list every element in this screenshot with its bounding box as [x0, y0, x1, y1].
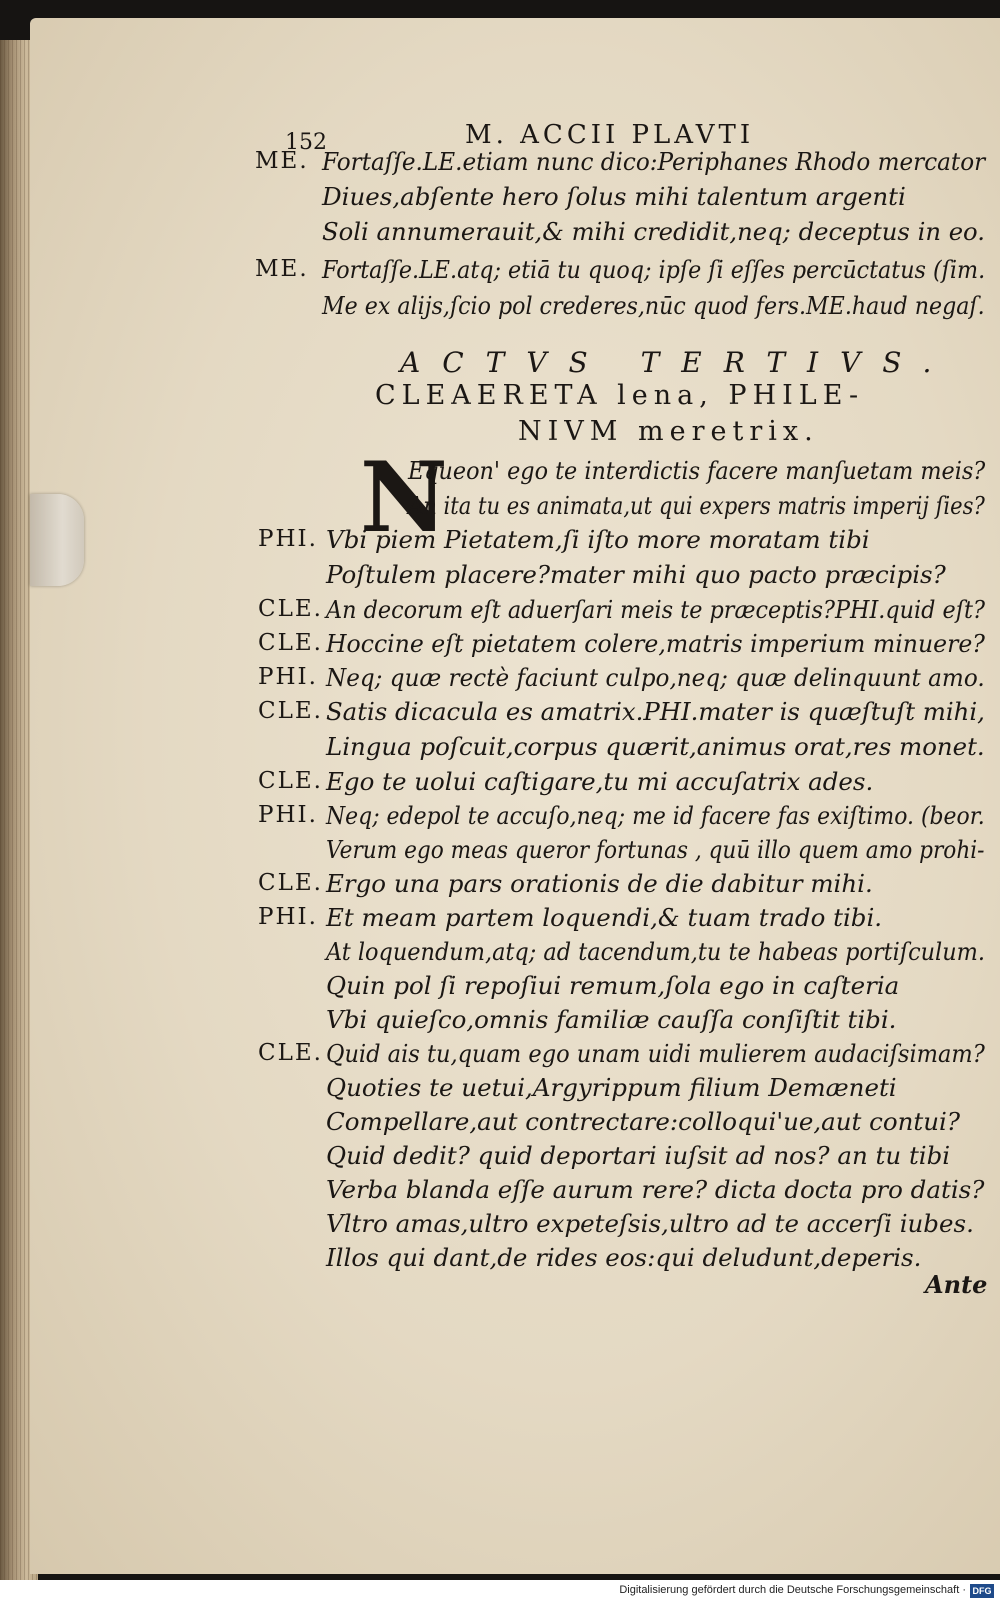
- drop-capital: N: [360, 441, 448, 554]
- verse-line: Vbi quieſco,omnis familiæ cauſſa conſiſtit tibi.: [326, 1005, 897, 1034]
- funding-credit: Digitalisierung gefördert durch die Deutsche Forschungsgemeinschaft ·: [619, 1584, 966, 1596]
- verse-line: Illos qui dant,de rides eos:qui deludunt,deperis.: [326, 1243, 922, 1272]
- page-clip: [30, 494, 84, 586]
- verse-line: Neq; edepol te accuſo,neq; me id facere fas exiſtimo. (beor.: [326, 801, 985, 830]
- page-number: 152: [285, 130, 327, 155]
- verse-line: Et meam partem loquendi,& tuam trado tibi.: [326, 903, 883, 932]
- verse-line: Hoccine eſt pietatem colere,matris imperium minuere?: [326, 629, 985, 658]
- dfg-logo: DFG: [970, 1584, 994, 1598]
- verse-line: Fortaſſe.LE.etiam nunc dico:Periphanes Rhodo mercator: [322, 147, 986, 176]
- speaker-label: PHI.: [258, 802, 318, 828]
- speaker-label: ME.: [255, 256, 309, 282]
- catchword: Ante: [925, 1270, 988, 1299]
- verse-line: Quid dedit? quid deportari iuſsit ad nos? an tu tibi: [326, 1141, 951, 1170]
- speaker-label: CLE.: [258, 1040, 323, 1066]
- speaker-label: CLE.: [258, 630, 323, 656]
- verse-line: Vbi piem Pietatem,ſi iſto more moratam tibi: [326, 525, 870, 554]
- speaker-label: ME.: [255, 148, 309, 174]
- speaker-label: CLE.: [258, 596, 323, 622]
- verse-line: Lingua poſcuit,corpus quærit,animus orat,res monet.: [326, 732, 985, 761]
- running-title: M. ACCII PLAVTI: [465, 120, 755, 150]
- speaker-label: PHI.: [258, 526, 318, 552]
- verse-line: Ego te uolui caſtigare,tu mi accuſatrix ades.: [326, 767, 874, 796]
- speaker-label: PHI.: [258, 904, 318, 930]
- speaker-label: PHI.: [258, 664, 318, 690]
- verse-line: Verba blanda eſſe aurum rere? dicta docta pro datis?: [326, 1175, 985, 1204]
- verse-line: Quin pol ſi repoſiui remum,ſola ego in caſteria: [326, 971, 900, 1000]
- verse-line: Fortaſſe.LE.atq; etiā tu quoq; ipſe ſi eſſes percūctatus (ſim.: [322, 255, 986, 284]
- verse-line: Ergo una pars orationis de die dabitur mihi.: [326, 869, 873, 898]
- verse-line: Soli annumerauit,& mihi credidit,neq; deceptus in eo.: [322, 217, 985, 246]
- verse-line: Verum ego meas queror fortunas , quū illo quem amo prohi-: [326, 835, 985, 864]
- personae-line-2: NIVM meretrix.: [518, 416, 819, 447]
- verse-line: Poſtulem placere?mater mihi quo pacto præcipis?: [326, 560, 946, 589]
- verse-line: An decorum eſt aduerſari meis te præceptis?PHI.quid eſt?: [326, 595, 985, 624]
- speaker-label: CLE.: [258, 870, 323, 896]
- personae-line-1: CLEAERETA lena, PHILE-: [375, 380, 865, 411]
- act-heading: ACTVS TERTIVS.: [400, 346, 954, 379]
- verse-line: At loquendum,atq; ad tacendum,tu te habeas portiſculum.: [326, 937, 986, 966]
- verse-line: Diues,abſente hero ſolus mihi talentum argenti: [322, 182, 906, 211]
- verse-line: Compellare,aut contrectare:colloqui'ue,aut contui?: [326, 1107, 961, 1136]
- verse-line: Vltro amas,ultro expeteſsis,ultro ad te accerſi iubes.: [326, 1209, 974, 1238]
- speaker-label: CLE.: [258, 768, 323, 794]
- verse-line: Quid ais tu,quam ego unam uidi mulierem audaciſsimam?: [326, 1039, 985, 1068]
- verse-line: Neq; quæ rectè faciunt culpo,neq; quæ delinquunt amo.: [326, 663, 985, 692]
- verse-line: Me ex alijs,ſcio pol crederes,nūc quod fers.ME.haud negaſ.: [322, 291, 985, 320]
- footer-bar: [0, 1580, 1000, 1603]
- book-page: [30, 18, 1000, 1574]
- verse-line: Quoties te uetui,Argyrippum filium Demæneti: [326, 1073, 897, 1102]
- speaker-label: CLE.: [258, 698, 323, 724]
- verse-line: Equeon' ego te interdictis facere manſuetam meis?: [408, 456, 986, 485]
- verse-line: An ita tu es animata,ut qui expers matris imperij ſies?: [408, 491, 985, 520]
- verse-line: Satis dicacula es amatrix.PHI.mater is quæſtuſt mihi,: [326, 697, 985, 726]
